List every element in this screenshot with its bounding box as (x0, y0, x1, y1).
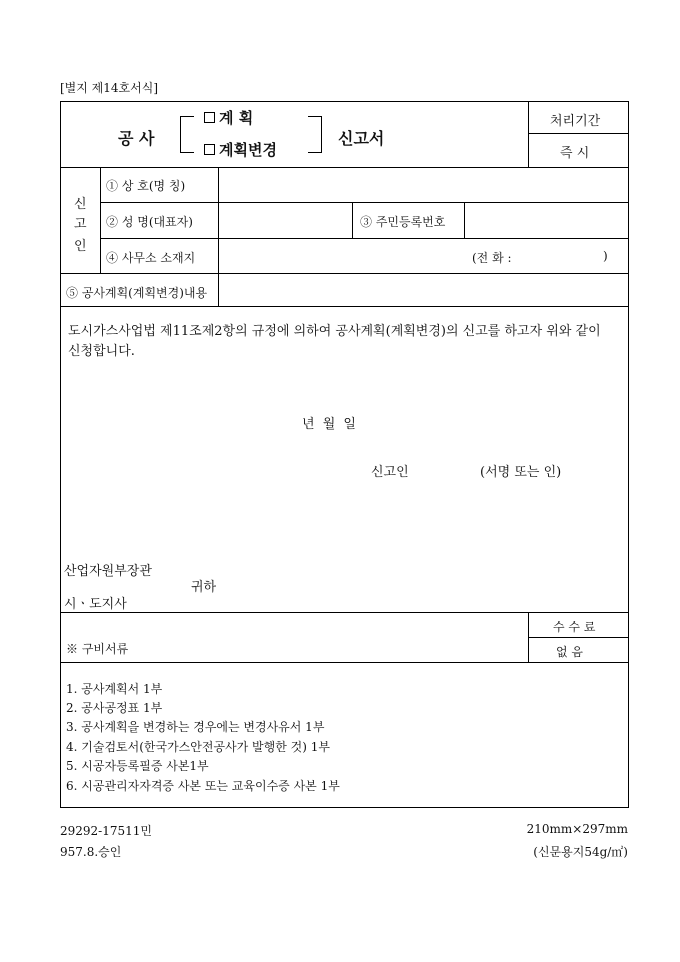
paper-type: (신문용지54g/㎡) (533, 845, 628, 859)
form-code: 29292-17511민 (60, 824, 152, 838)
applicant-side-label-1: 신 (74, 197, 87, 212)
plan-change-option-label: 계획변경 (219, 141, 277, 159)
divider (100, 238, 629, 239)
applicant-side-label-3: 인 (74, 239, 87, 254)
applicant-side-label-2: 고 (74, 217, 87, 232)
fee-value: 없 음 (556, 645, 583, 659)
divider (528, 637, 629, 638)
plan-option-label: 계 획 (219, 109, 254, 127)
divider (60, 662, 629, 663)
form-number-label: [별지 제14호서식] (60, 81, 158, 95)
processing-period-value: 즉 시 (560, 146, 590, 161)
document-item: 2. 공사공정표 1부 (66, 701, 163, 715)
signer-label: 신고인 (371, 465, 409, 480)
plan-checkbox[interactable] (204, 112, 215, 123)
trade-name-label: ① 상 호(명 칭) (106, 179, 186, 193)
document-item: 1. 공사계획서 1부 (66, 682, 163, 696)
divider (218, 167, 219, 306)
divider (464, 202, 465, 238)
signature-note: (서명 또는 인) (480, 465, 562, 480)
phone-label: (전 화 : (472, 251, 512, 265)
divider (528, 133, 629, 134)
representative-label: ② 성 명(대표자) (106, 215, 193, 229)
right-bracket (308, 116, 322, 153)
divider (60, 306, 629, 307)
office-address-label: ④ 사무소 소재지 (106, 251, 196, 265)
resident-number-label: ③ 주민등록번호 (360, 215, 446, 229)
approval-date: 957.8.승인 (60, 845, 122, 859)
divider (100, 167, 101, 273)
required-documents-header: ※ 구비서류 (66, 642, 129, 656)
declaration-text: 도시가스사업법 제11조제2항의 규정에 의하여 공사계획(계획변경)의 신고를 하고자 위와 같이 신청합니다. (68, 324, 601, 359)
recipient-honorific: 귀하 (191, 580, 217, 595)
date-line: 년 월 일 (302, 417, 358, 432)
document-item: 5. 시공자등록필증 사본1부 (66, 759, 209, 773)
recipient-governor: 시ㆍ도지사 (64, 597, 127, 612)
plan-change-checkbox[interactable] (204, 144, 215, 155)
divider (528, 101, 529, 167)
document-item: 3. 공사계획을 변경하는 경우에는 변경사유서 1부 (66, 720, 325, 734)
title-right: 신고서 (338, 129, 385, 148)
document-item: 6. 시공관리자자격증 사본 또는 교육이수증 사본 1부 (66, 779, 340, 793)
phone-close: ) (603, 249, 608, 263)
document-item: 4. 기술검토서(한국가스안전공사가 발행한 것) 1부 (66, 740, 330, 754)
processing-period-header: 처리기간 (550, 114, 601, 129)
plan-content-label: ⑤ 공사계획(계획변경)내용 (66, 286, 208, 300)
divider (60, 612, 629, 613)
fee-label: 수 수 료 (553, 620, 596, 634)
divider (60, 167, 629, 168)
divider (352, 202, 353, 238)
divider (100, 202, 629, 203)
title-left: 공 사 (118, 129, 155, 148)
recipient-minister: 산업자원부장관 (64, 564, 152, 579)
paper-size: 210mm×297mm (526, 822, 628, 836)
left-bracket (180, 116, 194, 153)
divider (60, 273, 629, 274)
